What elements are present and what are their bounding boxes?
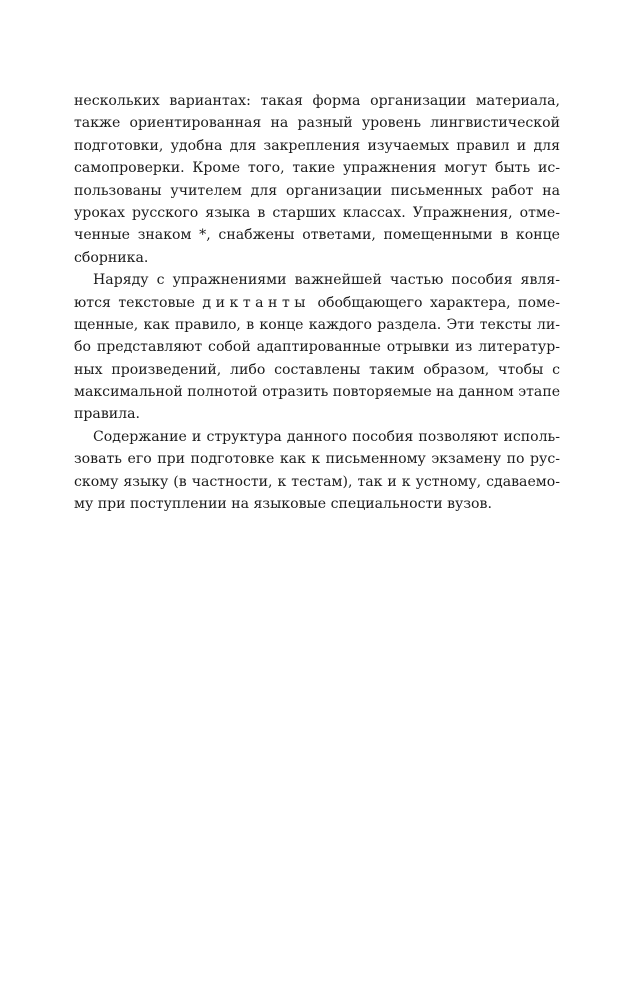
text-line: уроках русского языка в старших классах. Упражнения, отме-: [74, 204, 560, 221]
text-line: Наряду с упражнениями важнейшей частью пособия явля-: [93, 272, 560, 289]
text-line: самопроверки. Кроме того, такие упражнения могут быть ис-: [74, 160, 560, 177]
text-line: подготовки, удобна для закрепления изучаемых правил и для: [74, 137, 560, 154]
paragraph-3: [74, 426, 560, 516]
text-line: правила.: [74, 406, 140, 423]
text-line: скому языку (в частности, к тестам), так и к устному, сдаваемо-: [74, 473, 560, 490]
text-line: сборника.: [74, 249, 149, 266]
spaced-emphasis-word: диктанты: [202, 294, 310, 311]
text-line: максимальной полнотой отразить повторяемые на данном этапе: [74, 384, 561, 401]
text-line: щенные, как правило, в конце каждого раздела. Эти тексты ли-: [74, 316, 560, 333]
text-line: нескольких вариантах: такая форма организации материала,: [74, 93, 560, 109]
text-segment: обобщающего характера, поме-: [317, 294, 560, 311]
text-line: пользованы учителем для организации письменных работ на: [74, 182, 560, 199]
text-line: бо представляют собой адаптированные отрывки из литератур-: [74, 339, 560, 356]
text-line: му при поступлении на языковые специальности вузов.: [74, 496, 492, 513]
paragraph-2: [74, 269, 560, 426]
text-segment: ются текстовые: [74, 294, 195, 311]
text-line: также ориентированная на разный уровень лингвистической: [74, 115, 560, 132]
text-line: Содержание и структура данного пособия позволяют исполь-: [93, 428, 560, 445]
paragraph-1: [74, 90, 560, 269]
body-text: [74, 90, 560, 515]
text-line: зовать его при подготовке как к письменному экзамену по рус-: [74, 451, 560, 468]
text-line: ченные знаком *, снабжены ответами, помещенными в конце: [74, 227, 560, 244]
text-line-with-emphasis: [74, 292, 560, 314]
text-line: ных произведений, либо составлены таким образом, чтобы с: [74, 361, 560, 378]
